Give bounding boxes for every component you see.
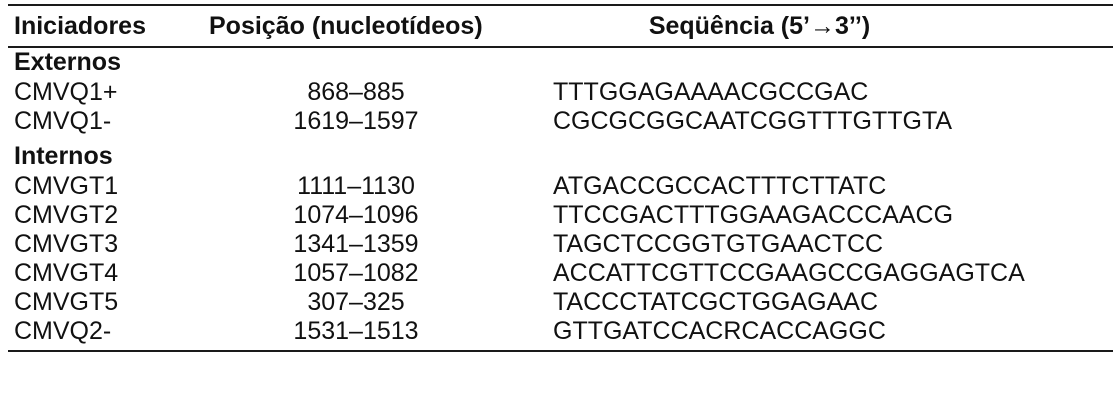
primer-table	[8, 4, 1113, 352]
table-row	[8, 317, 1113, 346]
header-iniciadores: Iniciadores	[14, 11, 146, 40]
table-row	[8, 107, 1113, 136]
primer-name: CMVGT4	[14, 258, 119, 287]
table-row	[8, 230, 1113, 259]
table-row	[8, 172, 1113, 201]
group-label-externos	[8, 48, 1113, 78]
primer-name: CMVGT5	[14, 287, 119, 316]
primer-name: CMVGT3	[14, 229, 119, 258]
primer-position: 1111–1130	[297, 171, 415, 200]
primer-position: 1057–1082	[293, 258, 419, 287]
bottom-rule	[8, 350, 1113, 352]
header-row	[8, 6, 1113, 46]
header-sequencia: Seqüência (5’→3’’)	[648, 11, 871, 40]
group-label: Internos	[14, 142, 113, 170]
primer-sequence: ACCATTCGTTCCGAAGCCGAGGAGTCA	[553, 258, 1025, 287]
group-label: Externos	[14, 48, 121, 76]
primer-position: 1531–1513	[293, 316, 419, 345]
primer-position: 307–325	[307, 287, 405, 316]
primer-position: 1074–1096	[293, 200, 419, 229]
primer-name: CMVQ2-	[14, 316, 112, 345]
primer-name: CMVGT2	[14, 200, 119, 229]
primer-position: 1619–1597	[293, 106, 419, 135]
primer-sequence: ATGACCGCCACTTTCTTATC	[553, 171, 887, 200]
primer-sequence: GTTGATCCACRCACCAGGC	[553, 316, 886, 345]
group-label-internos	[8, 142, 1113, 172]
primer-sequence: TACCCTATCGCTGGAGAAC	[553, 287, 878, 316]
primer-name: CMVGT1	[14, 171, 119, 200]
primer-sequence: TAGCTCCGGTGTGAACTCC	[553, 229, 884, 258]
primer-name: CMVQ1+	[14, 77, 118, 106]
table-row	[8, 288, 1113, 317]
primer-position: 1341–1359	[293, 229, 419, 258]
primer-name: CMVQ1-	[14, 106, 112, 135]
header-posicao: Posição (nucleotídeos)	[209, 11, 483, 40]
primer-sequence: TTCCGACTTTGGAAGACCCAACG	[553, 200, 954, 229]
primer-sequence: CGCGCGGCAATCGGTTTGTTGTA	[553, 106, 953, 135]
table-row	[8, 78, 1113, 107]
primer-position: 868–885	[307, 77, 405, 106]
primer-sequence: TTTGGAGAAAACGCCGAC	[553, 77, 869, 106]
table-row	[8, 201, 1113, 230]
table-row	[8, 259, 1113, 288]
